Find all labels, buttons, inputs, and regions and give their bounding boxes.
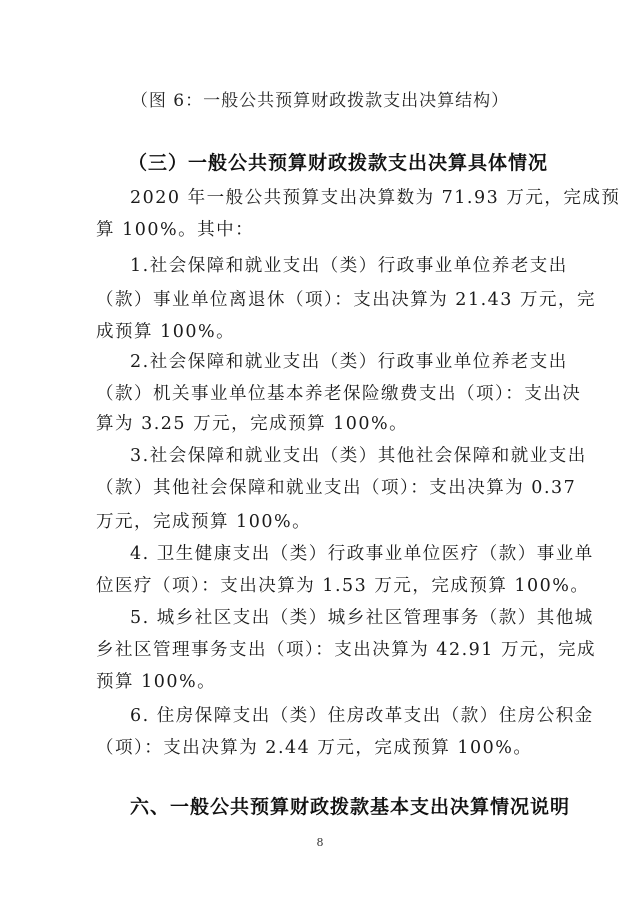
paragraph-line: 2020 年一般公共预算支出决算数为 71.93 万元，完成预 xyxy=(130,188,621,208)
item-6-line: （项）：支出决算为 2.44 万元，完成预算 100%。 xyxy=(96,738,533,758)
paragraph-line: 算 100%。其中： xyxy=(96,220,255,240)
page-number: 8 xyxy=(316,836,324,849)
item-4-line: 4. 卫生健康支出（类）行政事业单位医疗（款）事业单 xyxy=(130,544,594,564)
item-3-line: 3.社会保障和就业支出（类）其他社会保障和就业支出 xyxy=(130,446,587,466)
item-1-line: 成预算 100%。 xyxy=(96,322,236,342)
chapter-heading: 六、一般公共预算财政拨款基本支出决算情况说明 xyxy=(130,796,571,818)
item-2-line: （款）机关事业单位基本养老保险缴费支出（项）：支出决 xyxy=(96,384,582,404)
item-1-line: （款）事业单位离退休（项）：支出决算为 21.43 万元，完 xyxy=(96,290,596,310)
item-4-line: 位医疗（项）：支出决算为 1.53 万元，完成预算 100%。 xyxy=(96,576,590,596)
item-3-line: （款）其他社会保障和就业支出（项）：支出决算为 0.37 xyxy=(96,478,577,498)
section-heading: （三）一般公共预算财政拨款支出决算具体情况 xyxy=(128,152,549,174)
item-2-line: 算为 3.25 万元，完成预算 100%。 xyxy=(96,414,409,434)
item-3-line: 万元，完成预算 100%。 xyxy=(96,512,312,532)
item-6-line: 6. 住房保障支出（类）住房改革支出（款）住房公积金 xyxy=(130,706,594,726)
figure-caption: （图 6：一般公共预算财政拨款支出决算结构） xyxy=(130,91,510,111)
item-5-line: 5. 城乡社区支出（类）城乡社区管理事务（款）其他城 xyxy=(130,608,594,628)
item-5-line: 预算 100%。 xyxy=(96,672,217,692)
item-2-line: 2.社会保障和就业支出（类）行政事业单位养老支出 xyxy=(130,352,568,372)
item-1-line: 1.社会保障和就业支出（类）行政事业单位养老支出 xyxy=(130,256,568,276)
item-5-line: 乡社区管理事务支出（项）：支出决算为 42.91 万元，完成 xyxy=(96,640,596,660)
